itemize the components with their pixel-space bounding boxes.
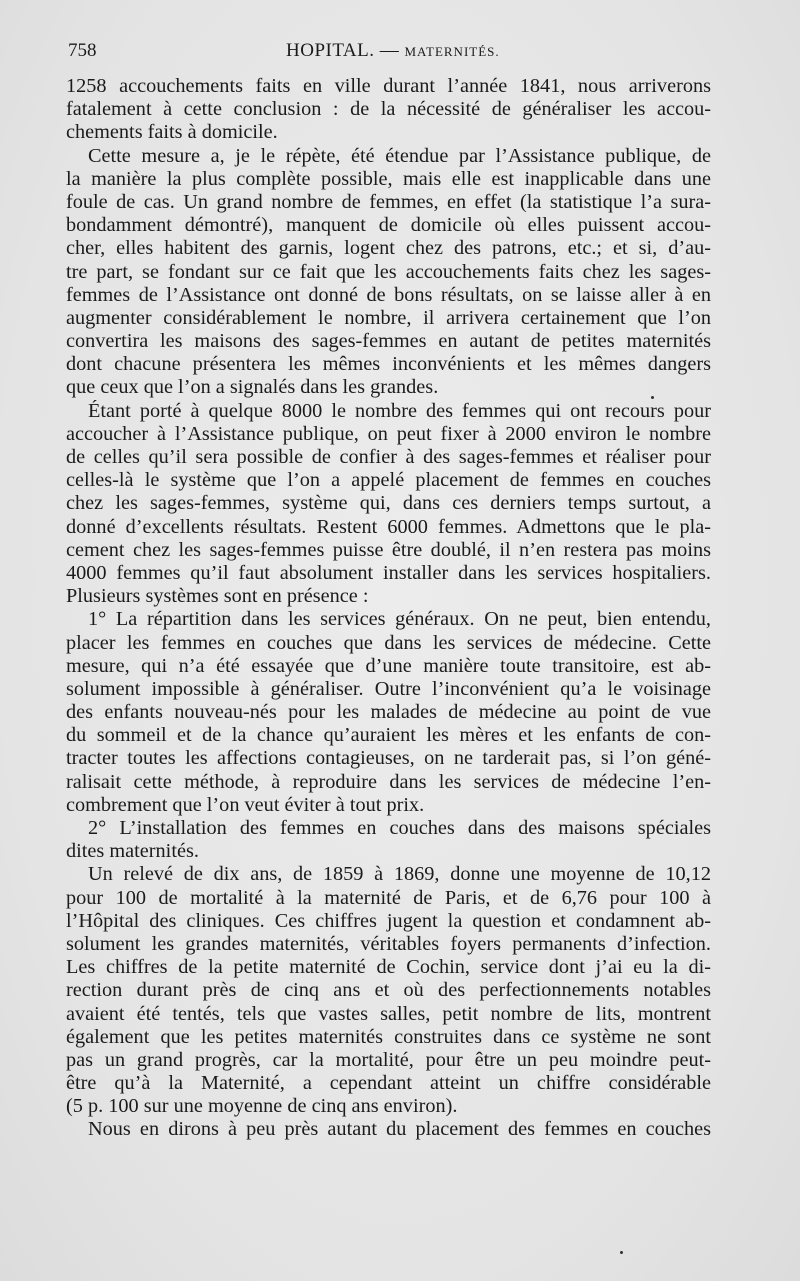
body-text — [66, 75, 711, 1142]
text-line: cement chez les sages-femmes puisse être doublé, il n’en restera pas moins — [66, 538, 711, 561]
text-line: mesure, qui n’a été essayée que d’une manière toute transitoire, est ab- — [66, 654, 711, 677]
text-line: Plusieurs systèmes sont en présence : — [66, 585, 369, 608]
text-line: tracter toutes les affections contagieuses, on ne tarderait pas, si l’on géné- — [66, 747, 711, 770]
text-line: femmes de l’Assistance ont donné de bons résultats, on se laisse aller à en — [66, 283, 711, 306]
text-line: solument les grandes maternités, véritables foyers permanents d’infection. — [66, 932, 711, 955]
text-line: solument impossible à généraliser. Outre l’inconvénient qu’a le voisinage — [66, 677, 711, 700]
page-header — [66, 40, 711, 70]
text-line: 2° L’installation des femmes en couches dans des maisons spéciales — [88, 817, 711, 839]
text-line: chements faits à domicile. — [66, 121, 278, 144]
running-title-main: HOPITAL. — [286, 40, 375, 61]
text-line: être qu’à la Maternité, a cependant atteint un chiffre considérable — [66, 1072, 711, 1095]
text-line: dites maternités. — [66, 840, 199, 863]
text-line: pour 100 de mortalité à la maternité de Paris, et de 6,76 pour 100 à — [66, 886, 711, 909]
text-line: du sommeil et de la chance qu’auraient les mères et les enfants de con- — [66, 724, 711, 747]
text-line: accoucher à l’Assistance publique, on peut fixer à 2000 environ le nombre — [66, 422, 711, 445]
text-line: fatalement à cette conclusion : de la nécessité de généraliser les accou- — [66, 98, 711, 121]
text-line: Les chiffres de la petite maternité de Cochin, service dont j’ai eu la di- — [66, 956, 711, 979]
running-title-sub: MATERNITÉS. — [404, 44, 500, 59]
text-line: placer les femmes en couches que dans les services de médecine. Cette — [66, 631, 711, 654]
text-line: des enfants nouveau-nés pour les malades de médecine au point de vue — [66, 701, 711, 724]
text-line: également que les petites maternités construites dans ce système ne sont — [66, 1025, 711, 1048]
text-line: donné d’excellents résultats. Restent 6000 femmes. Admettons que le pla- — [66, 515, 711, 538]
text-line: 1° La répartition dans les services généraux. On ne peut, bien entendu, — [88, 608, 711, 631]
text-line: Étant porté à quelque 8000 le nombre des femmes qui ont recours pour — [88, 399, 711, 422]
text-line: rection durant près de cinq ans et où des perfectionnements notables — [66, 979, 711, 1002]
text-line: chez les sages-femmes, système qui, dans ces derniers temps surtout, a — [66, 492, 711, 515]
text-line: augmenter considérablement le nombre, il arrivera certainement que l’on — [66, 306, 711, 329]
text-line: Cette mesure a, je le répète, été étendue par l’Assistance publique, de — [88, 144, 711, 167]
text-line: pas un grand progrès, car la mortalité, pour être un peu moindre peut- — [66, 1048, 711, 1071]
page-number: 758 — [68, 40, 97, 61]
text-line: Nous en dirons à peu près autant du placement des femmes en couches — [88, 1118, 711, 1141]
text-line: convertira les maisons des sages-femmes en autant de petites maternités — [66, 330, 711, 353]
running-title-dash: — — [379, 40, 400, 61]
text-line: l’Hôpital des cliniques. Ces chiffres jugent la question et condamnent ab- — [66, 909, 711, 932]
text-line: 1258 accouchements faits en ville durant l’année 1841, nous arriverons — [66, 75, 711, 97]
text-line: que ceux que l’on a signalés dans les grandes. — [66, 376, 439, 399]
text-line: Un relevé de dix ans, de 1859 à 1869, donne une moyenne de 10,12 — [88, 863, 711, 886]
text-line: (5 p. 100 sur une moyenne de cinq ans environ). — [66, 1095, 458, 1118]
text-line: avaient été tentés, tels que vastes salles, petit nombre de lits, montrent — [66, 1002, 711, 1025]
text-line: combrement que l’on veut éviter à tout prix. — [66, 793, 425, 816]
text-line: ralisait cette méthode, à reproduire dans les services de médecine l’en- — [66, 770, 711, 793]
text-line: foule de cas. Un grand nombre de femmes, en effet (la statistique l’a sura- — [66, 190, 711, 213]
speck-mark — [620, 1251, 623, 1254]
running-title — [286, 40, 500, 62]
text-line: bondamment démontré), manquent de domicile où elles puissent accou- — [66, 214, 711, 237]
text-line: la manière la plus complète possible, mais elle est inapplicable dans une — [66, 167, 711, 190]
text-line: tre part, se fondant sur ce fait que les accouchements faits chez les sages- — [66, 260, 711, 283]
speck-mark — [651, 396, 654, 399]
text-line: celles-là le système que l’on a appelé placement de femmes en couches — [66, 469, 711, 492]
text-line: dont chacune présentera les mêmes inconvénients et les mêmes dangers — [66, 353, 711, 376]
text-line: de celles qu’il sera possible de confier à des sages-femmes et réaliser pour — [66, 446, 711, 468]
text-line: 4000 femmes qu’il faut absolument installer dans les services hospitaliers. — [66, 561, 711, 584]
text-line: cher, elles habitent des garnis, logent chez des patrons, etc.; et si, d’au- — [66, 237, 711, 260]
